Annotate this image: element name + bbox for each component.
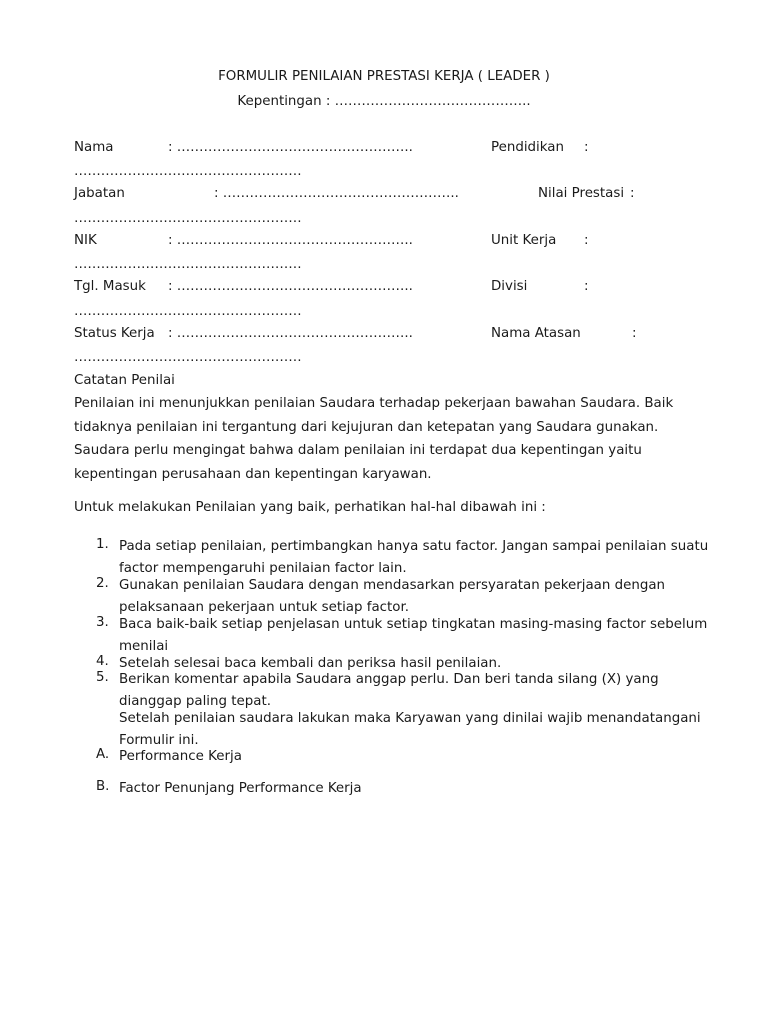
field-label-nama: Nama <box>74 140 114 155</box>
field-label-tgl-masuk: Tgl. Masuk <box>74 279 146 294</box>
list-text: Setelah selesai baca kembali dan periksa hasil penilaian. <box>119 656 502 671</box>
list-number: 3. <box>96 615 109 630</box>
field-continuation: …………………………………………… <box>74 164 302 179</box>
field-colon: : <box>630 186 635 201</box>
section-title: Performance Kerja <box>119 749 242 764</box>
field-colon: : <box>632 326 637 341</box>
list-number: 1. <box>96 537 109 552</box>
field-value-status-kerja: : …………………………………………….. <box>168 326 413 341</box>
field-value-jabatan: : …………………………………………….. <box>214 186 459 201</box>
closing-note-text: Setelah penilaian saudara lakukan maka Karyawan yang dinilai wajib menandatangani Formulir ini. <box>119 711 701 748</box>
notes-heading: Catatan Penilai <box>74 373 175 388</box>
instructions-intro: Untuk melakukan Penilaian yang baik, perhatikan hal-hal dibawah ini : <box>74 500 546 515</box>
list-number: 2. <box>96 576 109 591</box>
list-text: Berikan komentar apabila Saudara anggap perlu. Dan beri tanda silang (X) yang dianggap paling tepat. <box>119 672 659 709</box>
field-label-nik: NIK <box>74 233 97 248</box>
section-title: Factor Penunjang Performance Kerja <box>119 781 362 796</box>
field-continuation: …………………………………………… <box>74 304 302 319</box>
field-colon: : <box>584 279 589 294</box>
field-colon: : <box>584 233 589 248</box>
field-value-nama: : …………………………………………….. <box>168 140 413 155</box>
list-text: Gunakan penilaian Saudara dengan mendasarkan persyaratan pekerjaan dengan pelaksanaan pekerjaan untuk setiap factor. <box>119 578 666 615</box>
document-title: FORMULIR PENILAIAN PRESTASI KERJA ( LEADER ) <box>218 69 550 84</box>
field-label-jabatan: Jabatan <box>74 186 125 201</box>
list-text: Baca baik-baik setiap penjelasan untuk setiap tingkatan masing-masing factor sebelum menilai <box>119 617 708 654</box>
field-continuation: …………………………………………… <box>74 211 302 226</box>
field-label-nama-atasan: Nama Atasan <box>491 326 581 341</box>
field-label-unit-kerja: Unit Kerja <box>491 233 557 248</box>
field-label-divisi: Divisi <box>491 279 528 294</box>
field-value-tgl-masuk: : …………………………………………….. <box>168 279 413 294</box>
section-letter: B. <box>96 779 110 794</box>
notes-paragraph: Penilaian ini menunjukkan penilaian Saudara terhadap pekerjaan bawahan Saudara. Baik tidaknya penilaian ini tergantung dari kejujuran dan ketepatan yang Saudara gunakan. Saudara perlu mengingat bahwa dalam penilaian ini terdapat dua kepentingan yaitu kepentingan perusahaan dan kepentingan karyawan. <box>74 396 674 482</box>
field-colon: : <box>584 140 589 155</box>
document-subtitle: Kepentingan : …………………………………….. <box>237 94 531 109</box>
field-continuation: …………………………………………… <box>74 350 302 365</box>
field-label-nilai-prestasi: Nilai Prestasi <box>538 186 625 201</box>
list-number: 5. <box>96 670 109 685</box>
field-label-status-kerja: Status Kerja <box>74 326 155 341</box>
list-number: 4. <box>96 654 109 669</box>
field-value-nik: : …………………………………………….. <box>168 233 413 248</box>
field-label-pendidikan: Pendidikan <box>491 140 564 155</box>
field-continuation: …………………………………………… <box>74 257 302 272</box>
list-text: Pada setiap penilaian, pertimbangkan hanya satu factor. Jangan sampai penilaian suatu factor mempengaruhi penilaian factor lain. <box>119 539 709 576</box>
section-letter: A. <box>96 747 110 762</box>
